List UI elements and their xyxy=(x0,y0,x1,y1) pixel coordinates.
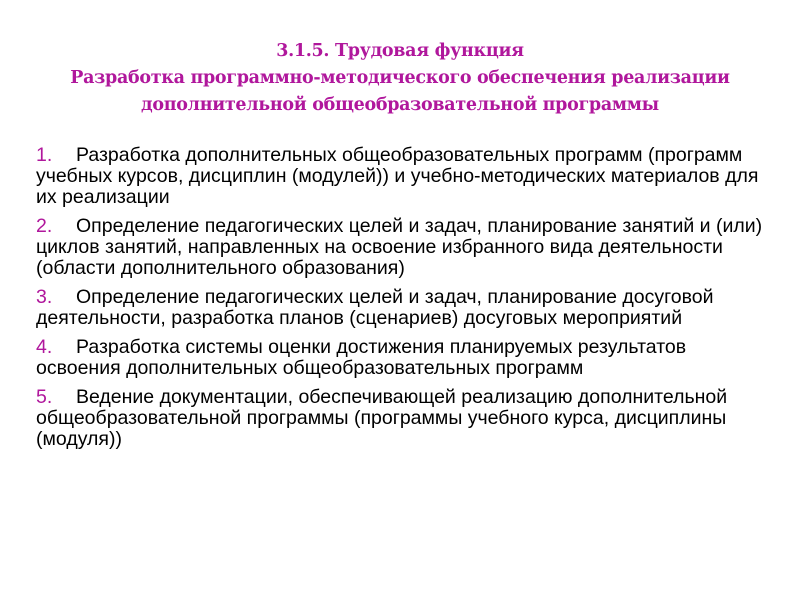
list-item-text: Разработка системы оценки достижения планируемых результатов освоения дополнительных общеобразовательных программ xyxy=(36,336,687,379)
list-item-number: 4. xyxy=(36,336,53,358)
list-item xyxy=(36,387,766,450)
title-line-2: Разработка программно-методического обеспечения реализации xyxy=(70,68,730,88)
list-item-number: 3. xyxy=(36,286,53,308)
list-item xyxy=(36,287,766,329)
list-item-text: Определение педагогических целей и задач, планирование занятий и (или) циклов занятий, направленных на освоение избранного вида деятельности (области дополнительного образования) xyxy=(36,215,763,279)
list-item xyxy=(36,337,766,379)
list-item-text: Ведение документации, обеспечивающей реализацию дополнительной общеобразовательной программы (программы учебного курса, дисциплины (модуля)) xyxy=(36,386,728,450)
title-line-3: дополнительной общеобразовательной программы xyxy=(141,95,659,115)
function-list xyxy=(36,145,766,458)
list-item-text: Определение педагогических целей и задач, планирование досуговой деятельности, разработка планов (сценариев) досуговых мероприятий xyxy=(36,286,714,329)
list-item-number: 5. xyxy=(36,386,53,408)
list-item-number: 1. xyxy=(36,144,53,166)
list-item xyxy=(36,145,766,208)
list-item-text: Разработка дополнительных общеобразовательных программ (программ учебных курсов, дисциплин (модулей)) и учебно-методических материалов для их реализации xyxy=(36,144,759,208)
slide-title xyxy=(40,38,760,119)
title-line-1: 3.1.5. Трудовая функция xyxy=(276,41,524,61)
list-item xyxy=(36,216,766,279)
list-item-number: 2. xyxy=(36,215,53,237)
